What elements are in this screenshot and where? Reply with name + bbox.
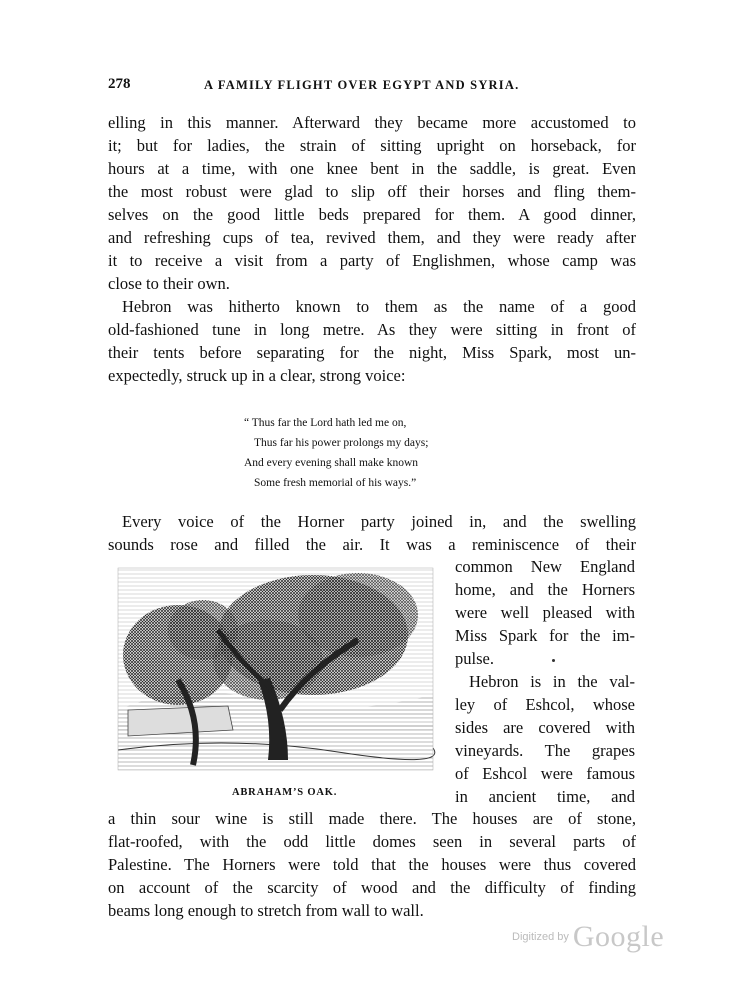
text-line: sounds rose and filled the air. It was a reminiscence of their xyxy=(108,535,636,554)
stray-mark xyxy=(552,659,555,662)
text-line: home, and the Horners xyxy=(455,580,635,599)
page-number: 278 xyxy=(108,76,131,92)
text-line: close to their own. xyxy=(108,274,230,293)
text-line: flat-roofed, with the odd little domes seen in several parts of xyxy=(108,832,636,851)
text-line: were well pleased with xyxy=(455,603,635,622)
running-title: A FAMILY FLIGHT OVER EGYPT AND SYRIA. xyxy=(204,78,520,92)
hymn-quote xyxy=(244,413,428,493)
poem-line: Some fresh memorial of his ways.” xyxy=(254,477,417,489)
text-line: on account of the scarcity of wood and the difficulty of finding xyxy=(108,878,636,897)
text-line: Miss Spark for the im- xyxy=(455,626,635,645)
text-line: Every voice of the Horner party joined in, and the swelling xyxy=(122,512,636,531)
text-line: the most robust were glad to slip off their horses and fling them- xyxy=(108,182,636,201)
text-line: a thin sour wine is still made there. The houses are of stone, xyxy=(108,809,636,828)
text-line: old-fashioned tune in long metre. As they were sitting in front of xyxy=(108,320,636,339)
paragraph-3 xyxy=(108,510,636,556)
text-line: pulse. xyxy=(455,649,494,668)
text-line: Hebron was hitherto known to them as the name of a good xyxy=(122,297,636,316)
figure-caption: ABRAHAM’S OAK. xyxy=(232,787,338,798)
poem-line: “ Thus far the Lord hath led me on, xyxy=(244,417,407,429)
poem-line: And every evening shall make known xyxy=(244,457,419,469)
text-line: sides are covered with xyxy=(455,718,635,737)
wrapped-text-column xyxy=(455,555,635,808)
text-line: expectedly, struck up in a clear, strong voice: xyxy=(108,366,406,385)
poem-line: Thus far his power prolongs my days; xyxy=(254,437,429,449)
text-line: and refreshing cups of tea, revived them, and they were ready after xyxy=(108,228,636,247)
text-line: ley of Eshcol, whose xyxy=(455,695,635,714)
text-line: common New England xyxy=(455,557,635,576)
text-line: beams long enough to stretch from wall to wall. xyxy=(108,901,424,920)
paragraph-2 xyxy=(108,295,636,387)
text-line: it to receive a visit from a party of Englishmen, whose camp was xyxy=(108,251,636,270)
text-line: Hebron is in the val- xyxy=(469,672,635,691)
paragraph-4 xyxy=(108,807,636,922)
abrahams-oak-illustration xyxy=(108,560,440,778)
text-line: of Eshcol were famous xyxy=(455,764,635,783)
text-line: elling in this manner. Afterward they became more accustomed to xyxy=(108,113,636,132)
watermark-prefix: Digitized by xyxy=(512,931,569,943)
google-logo: Google xyxy=(572,920,665,953)
text-line: hours at a time, with one knee bent in the saddle, is great. Even xyxy=(108,159,636,178)
paragraph-1 xyxy=(108,111,636,295)
running-header xyxy=(108,76,638,98)
text-line: their tents before separating for the night, Miss Spark, most un- xyxy=(108,343,636,362)
text-line: in ancient time, and xyxy=(455,787,635,806)
text-line: it; but for ladies, the strain of sitting upright on horseback, for xyxy=(108,136,636,155)
text-line: Palestine. The Horners were told that the houses were thus covered xyxy=(108,855,636,874)
text-line: selves on the good little beds prepared for them. A good dinner, xyxy=(108,205,636,224)
digitized-watermark xyxy=(512,920,664,954)
text-line: vineyards. The grapes xyxy=(455,741,635,760)
